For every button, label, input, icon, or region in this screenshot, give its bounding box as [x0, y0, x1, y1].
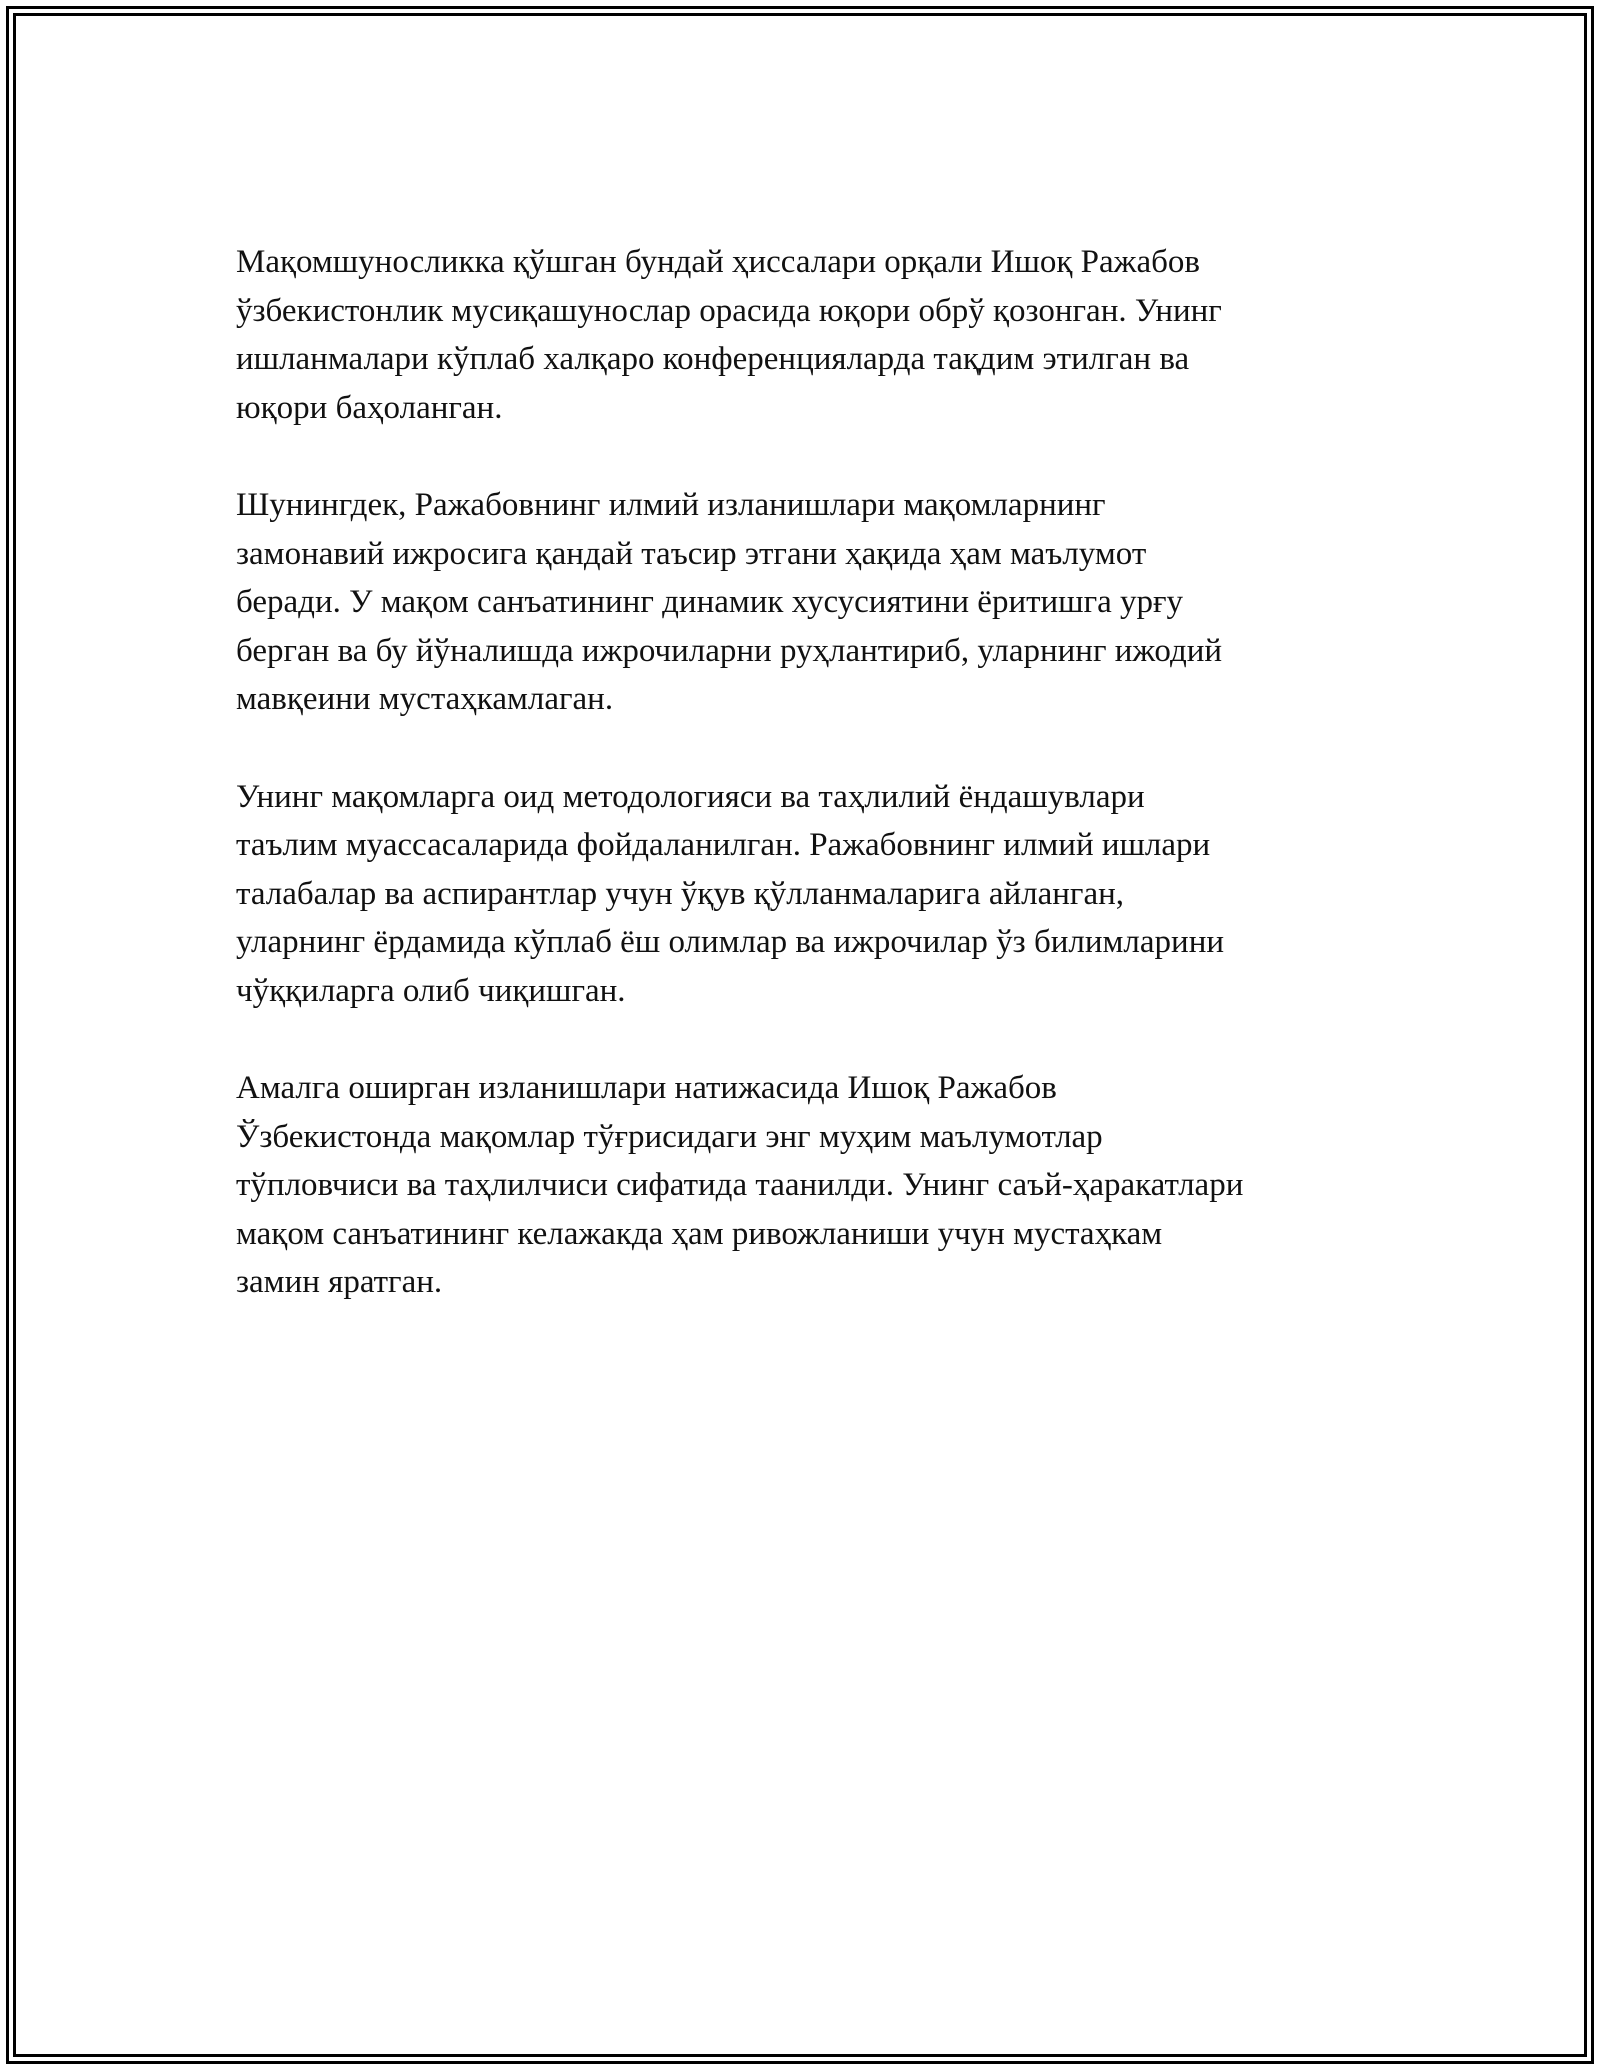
paragraph-4: Амалга оширган изланишлари натижасида Ишоқ Ражабов Ўзбекистонда мақомлар тўғрисидаги энг муҳим маълумотлар тўпловчиси ва таҳлилчиси сифатида таанилди. Унинг саъй-ҳаракатлари мақом санъатининг келажакда ҳам ривожланиши учун мустаҳкам замин яратган. — [236, 1070, 1244, 1301]
paragraph-3: Унинг мақомларга оид методологияси ва таҳлилий ёндашувлари таълим муассасаларида фойдаланилган. Ражабовнинг илмий ишлари талабалар ва аспирантлар учун ўқув қўлланмаларига айланган, уларнинг ёрдамида кўплаб ёш олимлар ва ижрочилар ўз билимларини чўққиларга олиб чиқишган. — [236, 778, 1225, 1009]
document-body — [236, 238, 1386, 1356]
paragraph-2: Шунингдек, Ражабовнинг илмий изланишлари мақомларнинг замонавий ижросига қандай таъсир этгани ҳақида ҳам маълумот беради. У мақом санъатининг динамик хусусиятини ёритишга урғу берган ва бу йўналишда ижрочиларни руҳлантириб, уларнинг ижодий мавқеини мустаҳкамлаган. — [236, 486, 1223, 718]
paragraph-1: Мақомшуносликка қўшган бундай ҳиссалари орқали Ишоқ Ражабов ўзбекистонлик мусиқашунослар орасида юқори обрў қозонган. Унинг ишланмалари кўплаб халқаро конференцияларда тақдим этилган ва юқори баҳоланган. — [236, 244, 1222, 426]
